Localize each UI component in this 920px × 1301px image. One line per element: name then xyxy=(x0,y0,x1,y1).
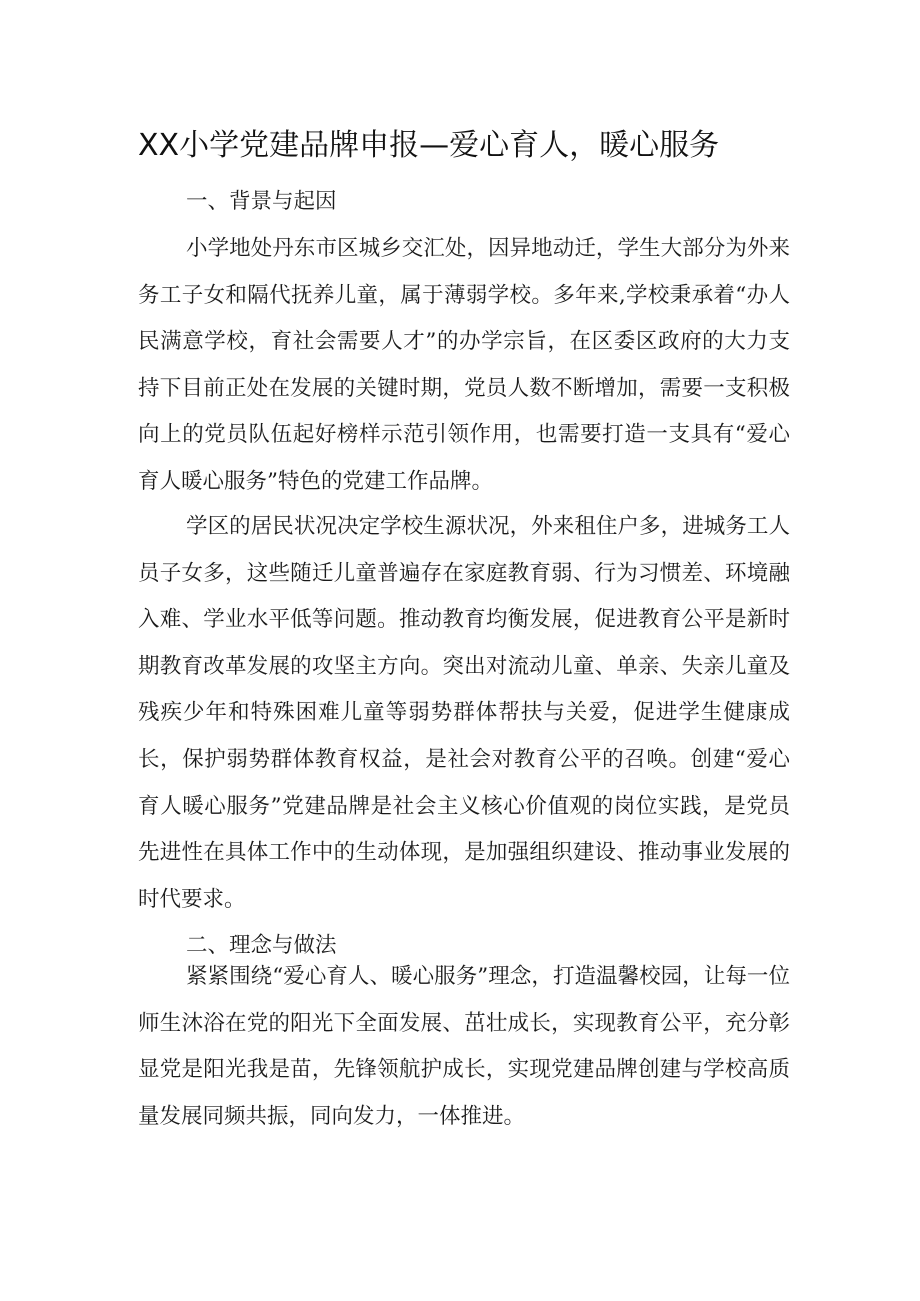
section-heading-philosophy: 二、理念与做法 xyxy=(186,933,337,958)
section-heading-background: 一、背景与起因 xyxy=(186,189,337,214)
paragraph-background-1: 小学地处丹东市区城乡交汇处，因异地动迁，学生大部分为外来务工子女和隔代抚养儿童，属于薄弱学校。多年来,学校秉承着“办人民满意学校，育社会需要人才”的办学宗旨，在区委区政府的大力支持下目前正处在发展的关键时期，党员人数不断增加，需要一支积极向上的党员队伍起好榜样示范引领作用，也需要打造一支具有“爱心育人暖心服务”特色的党建工作品牌。 xyxy=(138,236,790,494)
document-title: XX小学党建品牌申报—爱心育人，暖心服务 xyxy=(138,128,720,163)
paragraph-background-2: 学区的居民状况决定学校生源状况，外来租住户多，进城务工人员子女多，这些随迁儿童普遍存在家庭教育弱、行为习惯差、环境融入难、学业水平低等问题。推动教育均衡发展，促进教育公平是新时期教育改革发展的攻坚主方向。突出对流动儿童、单亲、失亲儿童及残疾少年和特殊困难儿童等弱势群体帮扶与关爱，促进学生健康成长，保护弱势群体教育权益，是社会对教育公平的召唤。创建“爱心育人暖心服务”党建品牌是社会主义核心价值观的岗位实践，是党员先进性在具体工作中的生动体现，是加强组织建设、推动事业发展的时代要求。 xyxy=(138,514,790,912)
paragraph-philosophy-1: 紧紧围绕“爱心育人、暖心服务”理念，打造温馨校园，让每一位师生沐浴在党的阳光下全面发展、茁壮成长，实现教育公平，充分彰显党是阳光我是苗，先锋领航护成长，实现党建品牌创建与学校高质量发展同频共振，同向发力，一体推进。 xyxy=(138,964,790,1129)
